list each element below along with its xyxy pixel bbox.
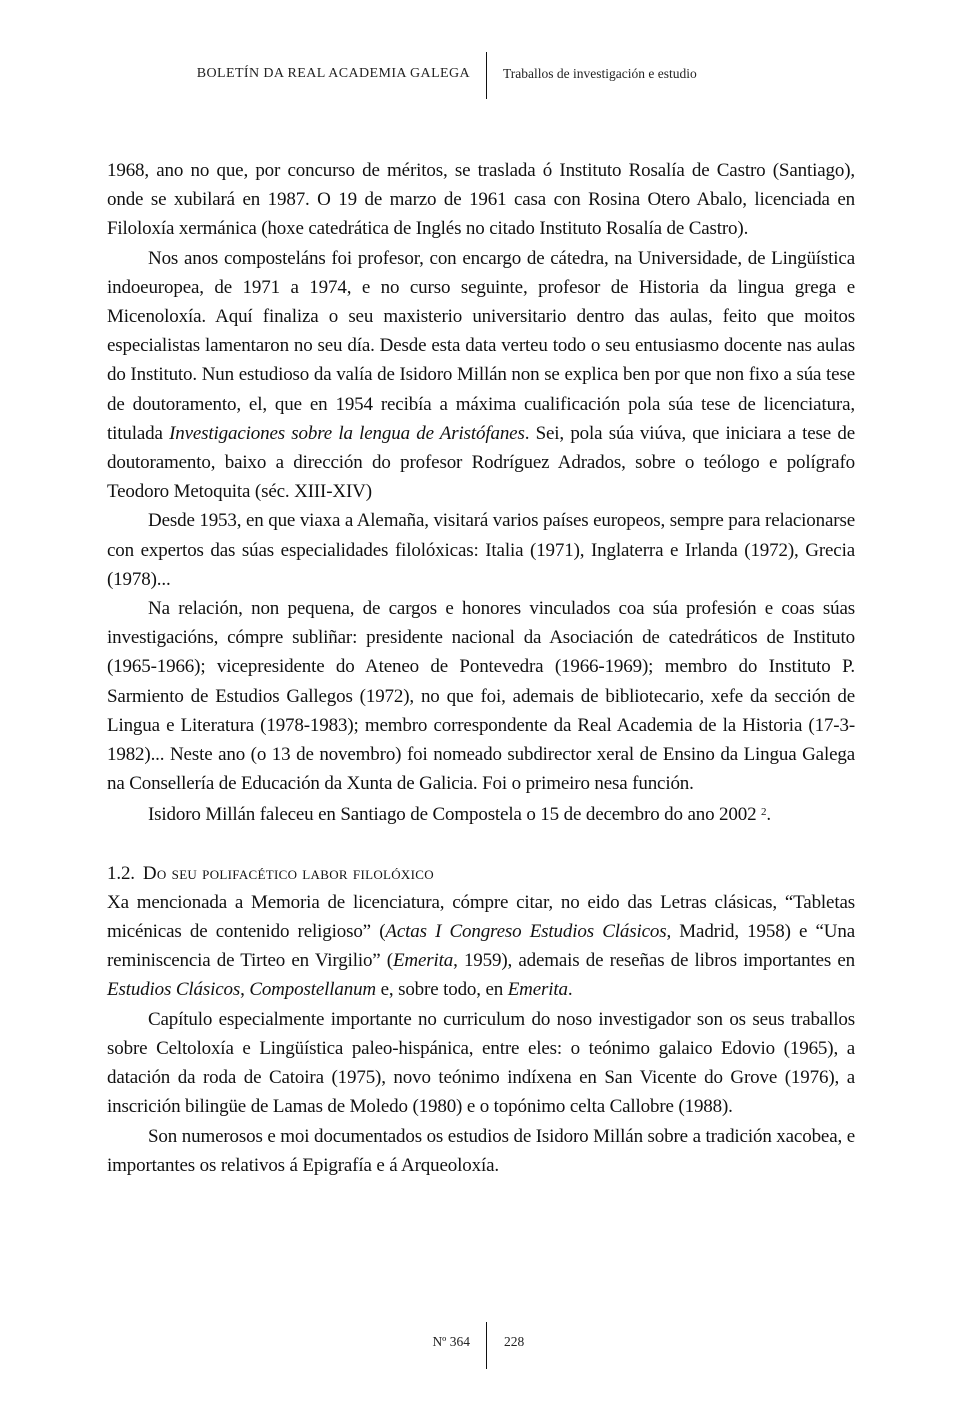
section-title: Do seu polifacético labor filolóxico: [142, 862, 434, 884]
paragraph: Capítulo especialmente importante no curriculum do noso investigador son os seus traballos sobre Celtoloxía e Lingüística paleo-hispánica, entre eles: o teónimo galaico Edovio (1965), a datación da roda de Catoira (1975), novo teónimo indíxena en San Vicente do Grove (1976), a inscrición bilingüe de Lamas de Moledo (1980) e o topónimo celta Callobre (1988).: [107, 1008, 855, 1118]
journal-title: BOLETÍN DA REAL ACADEMIA GALEGA: [196, 66, 470, 81]
footer-divider: [486, 1322, 487, 1369]
article-body: [107, 156, 855, 1180]
running-header: [0, 52, 975, 100]
paragraph: Isidoro Millán faleceu en Santiago de Compostela o 15 de decembro do ano 2002 $^2$.: [148, 804, 772, 826]
paragraph: Son numerosos e moi documentados os estudios de Isidoro Millán sobre a tradición xacobea, e importantes os relativos á Epigrafía e á Arqueoloxía.: [107, 1125, 855, 1176]
header-divider: [486, 52, 487, 99]
footnote-marker[interactable]: 2: [761, 806, 767, 819]
page-number: 228: [504, 1334, 525, 1349]
paragraph: Xa mencionada a Memoria de licenciatura, cómpre citar, no eido das Letras clásicas, “Tabletas micénicas de contenido religioso” (Actas I Congreso Estudios Clásicos, Madrid, 1958) e “Una reminiscencia de Tirteo en Virgilio” (Emerita, 1959), ademais de reseñas de libros importantes en Estudios Clásicos, Compostellanum e, sobre todo, en Emerita.: [107, 891, 855, 1001]
issue-number: Nº 364: [432, 1334, 470, 1349]
section-number: 1.2.: [107, 862, 135, 884]
paragraph: 1968, ano no que, por concurso de méritos, se traslada ó Instituto Rosalía de Castro (Santiago), onde se xubilará en 1987. O 19 de marzo de 1961 casa con Rosina Otero Abalo, licenciada en Filoloxía xermánica (hoxe catedrática de Inglés no citado Instituto Rosalía de Castro).: [107, 160, 855, 240]
section-label: Traballos de investigación e estudio: [503, 66, 697, 81]
thesis-title: Investigaciones sobre la lengua de Aristófanes: [169, 422, 525, 444]
paragraph: Na relación, non pequena, de cargos e honores vinculados coa súa profesión e coas súas investigacións, cómpre subliñar: presidente nacional da Asociación de catedráticos de Instituto (1965-1966); vicepresidente do Ateneo de Pontevedra (1966-1969); membro do Instituto P. Sarmiento de Estudios Gallegos (1972), no que foi, ademais de bibliotecario, xefe da sección de Lingua e Literatura (1978-1983); membro correspondente da Real Academia de la Historia (17-3-1982)... Neste ano (o 13 de novembro) foi nomeado subdirector xeral de Ensino da Lingua Galega na Consellería de Educación da Xunta de Galicia. Foi o primeiro nesa función.: [107, 598, 855, 795]
section-heading: [107, 859, 855, 888]
paragraph: Desde 1953, en que viaxa a Alemaña, visitará varios países europeos, sempre para relacionarse con expertos das súas especialidades filolóxicas: Italia (1971), Inglaterra e Irlanda (1972), Grecia (1978)...: [107, 510, 855, 590]
running-footer: [0, 1322, 975, 1370]
paragraph: Nos anos composteláns foi profesor, con encargo de cátedra, na Universidade, de Lingüística indoeuropea, de 1971 a 1974, e no curso seguinte, profesor de Historia da lingua grega e Micenoloxía. Aquí finaliza o seu maxisterio universitario dentro das aulas, feito que moitos especialistas lamentaron no seu día. Desde esta data verteu todo o seu entusiasmo docente nas aulas do Instituto. Nun estudioso da valía de Isidoro Millán non se explica ben por que non fixo a súa tese de doutoramento, el, que en 1954 recibía a máxima cualificación pola súa tese de licenciatura, titulada Investigaciones sobre la lengua de Aristófanes. Sei, pola súa viúva, que iniciara a tese de doutoramento, baixo a dirección do profesor Rodríguez Adrados, sobre o teólogo e polígrafo Teodoro Metoquita (séc. XIII-XIV): [107, 247, 855, 503]
